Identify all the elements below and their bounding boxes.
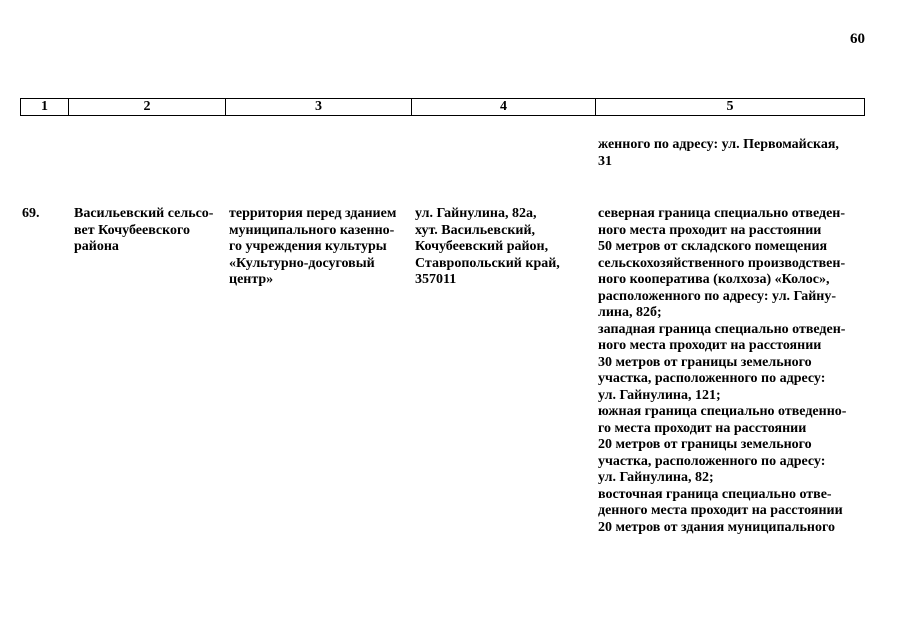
text-line: го места проходит на расстоянии xyxy=(598,420,807,436)
text-line: вет Кочубеевского xyxy=(74,222,191,238)
text-line: участка, расположенного по адресу: xyxy=(598,371,826,386)
boundary-description xyxy=(598,206,860,536)
text-line: лина, 82б; xyxy=(598,305,662,320)
text-line: ул. Гайнулина, 121; xyxy=(598,387,721,403)
text-line: южная граница специально отведенно- xyxy=(598,404,847,419)
text-line: 20 метров от границы земельного xyxy=(598,437,812,452)
column-header-5: 5 xyxy=(596,99,865,116)
text-line: сельскохозяйственного производствен- xyxy=(598,255,846,271)
text-line: го учреждения культуры xyxy=(229,239,387,254)
column-header-3: 3 xyxy=(226,99,412,116)
continued-description xyxy=(598,137,860,170)
address xyxy=(415,206,590,289)
row-number: 69. xyxy=(22,206,40,221)
text-line: хут. Васильевский, xyxy=(415,222,536,238)
text-line: женного по адресу: ул. Первомайская, xyxy=(598,137,839,152)
text-line: ного места проходит на расстоянии xyxy=(598,338,822,353)
place-description xyxy=(229,206,409,289)
text-line: 30 метров от границы земельного xyxy=(598,354,812,370)
column-header-table xyxy=(20,98,865,116)
text-line: 50 метров от складского помещения xyxy=(598,239,828,254)
text-line: северная граница специально отведен- xyxy=(598,206,846,221)
text-line: территория перед зданием xyxy=(229,206,397,221)
text-line: восточная граница специально отве- xyxy=(598,486,832,502)
text-line: ного места проходит на расстоянии xyxy=(598,222,822,238)
text-line: 31 xyxy=(598,153,612,169)
text-line: 20 метров от здания муниципального xyxy=(598,519,835,535)
page-number: 60 xyxy=(850,31,865,47)
column-header-4: 4 xyxy=(412,99,596,116)
text-line: муниципального казенно- xyxy=(229,222,395,238)
text-line: денного места проходит на расстоянии xyxy=(598,503,843,518)
column-header-row xyxy=(21,99,865,116)
text-line: 357011 xyxy=(415,272,457,287)
text-line: «Культурно-досуговый xyxy=(229,255,375,271)
text-line: Васильевский сельсо- xyxy=(74,206,214,221)
text-line: западная граница специально отведен- xyxy=(598,321,846,337)
settlement-name xyxy=(74,206,221,256)
column-header-2: 2 xyxy=(69,99,226,116)
text-line: центр» xyxy=(229,272,274,287)
text-line: ного кооператива (колхоза) «Колос», xyxy=(598,272,830,287)
text-line: расположенного по адресу: ул. Гайну- xyxy=(598,288,837,304)
text-line: Кочубеевский район, xyxy=(415,239,549,254)
text-line: участка, расположенного по адресу: xyxy=(598,453,826,469)
text-line: Ставропольский край, xyxy=(415,255,560,271)
text-line: района xyxy=(74,239,119,254)
column-header-1: 1 xyxy=(21,99,69,116)
text-line: ул. Гайнулина, 82; xyxy=(598,470,714,485)
text-line: ул. Гайнулина, 82а, xyxy=(415,206,537,221)
